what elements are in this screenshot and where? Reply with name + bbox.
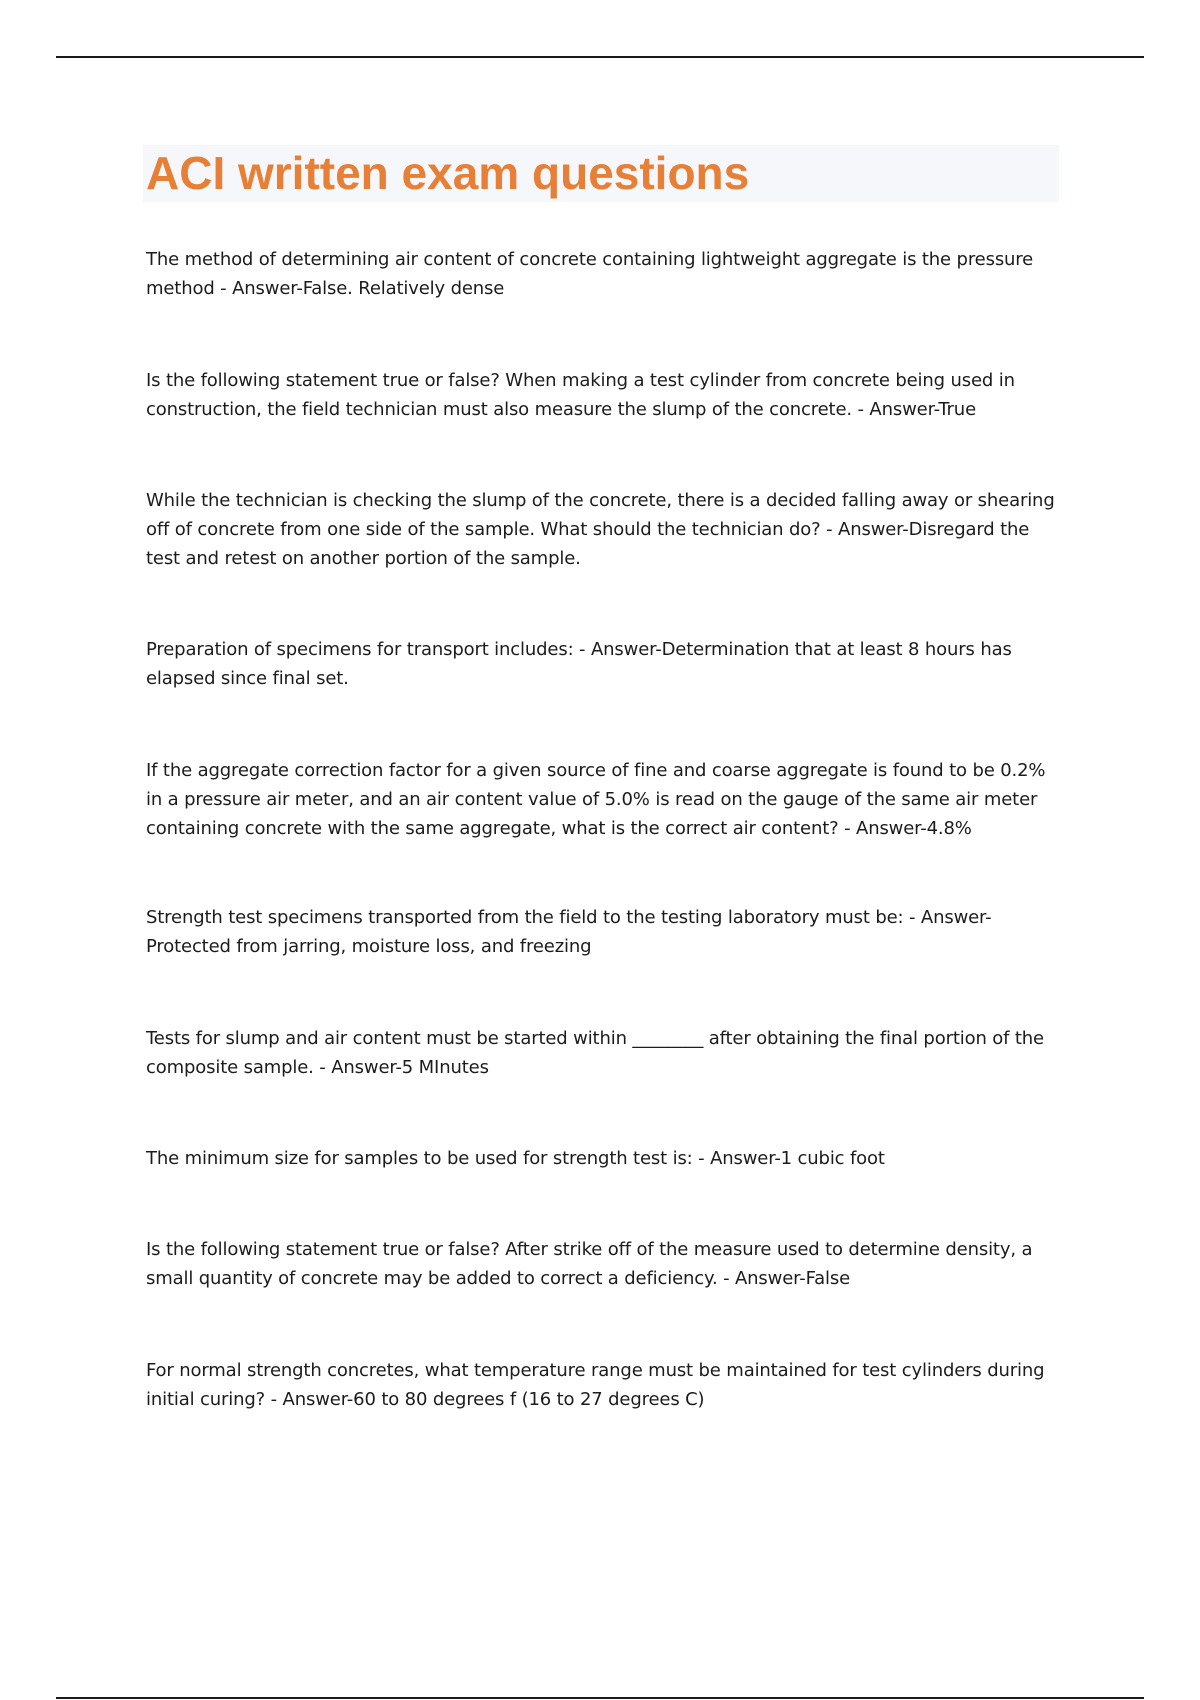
qa-item-3: While the technician is checking the slump of the concrete, there is a decided falling away or shearing off of concrete from one side of the sample. What should the technician do? - Answer-Disregard the test and retest on another portion of the sample. — [146, 490, 1055, 569]
bottom-rule — [56, 1697, 1144, 1699]
qa-item-5: If the aggregate correction factor for a given source of fine and coarse aggregate is found to be 0.2% in a pressure air meter, and an air content value of 5.0% is read on the gauge of the same air meter containing concrete with the same aggregate, what is the correct air content? - Answer-4.8% — [146, 760, 1046, 839]
qa-item-10: For normal strength concretes, what temperature range must be maintained for test cylinders during initial curing? - Answer-60 to 80 degrees f (16 to 27 degrees C) — [146, 1360, 1045, 1410]
qa-item-4: Preparation of specimens for transport includes: - Answer-Determination that at least 8 hours has elapsed since final set. — [146, 639, 1012, 689]
qa-item-1: The method of determining air content of concrete containing lightweight aggregate is the pressure method - Answer-False. Relatively dense — [146, 249, 1034, 299]
qa-item-8: The minimum size for samples to be used for strength test is: - Answer-1 cubic foot — [146, 1148, 885, 1169]
document-title: ACI written exam questions — [146, 147, 750, 199]
top-rule — [56, 56, 1144, 58]
qa-item-6: Strength test specimens transported from the field to the testing laboratory must be: - Answer-Protected from jarring, moisture loss, and freezing — [146, 907, 992, 957]
qa-item-9: Is the following statement true or false? After strike off of the measure used to determine density, a small quantity of concrete may be added to correct a deficiency. - Answer-False — [146, 1239, 1033, 1289]
qa-item-7: Tests for slump and air content must be started within ________ after obtaining the final portion of the composite sample. - Answer-5 MInutes — [146, 1028, 1044, 1078]
qa-item-2: Is the following statement true or false? When making a test cylinder from concrete being used in construction, the field technician must also measure the slump of the concrete. - Answer-True — [146, 370, 1015, 420]
